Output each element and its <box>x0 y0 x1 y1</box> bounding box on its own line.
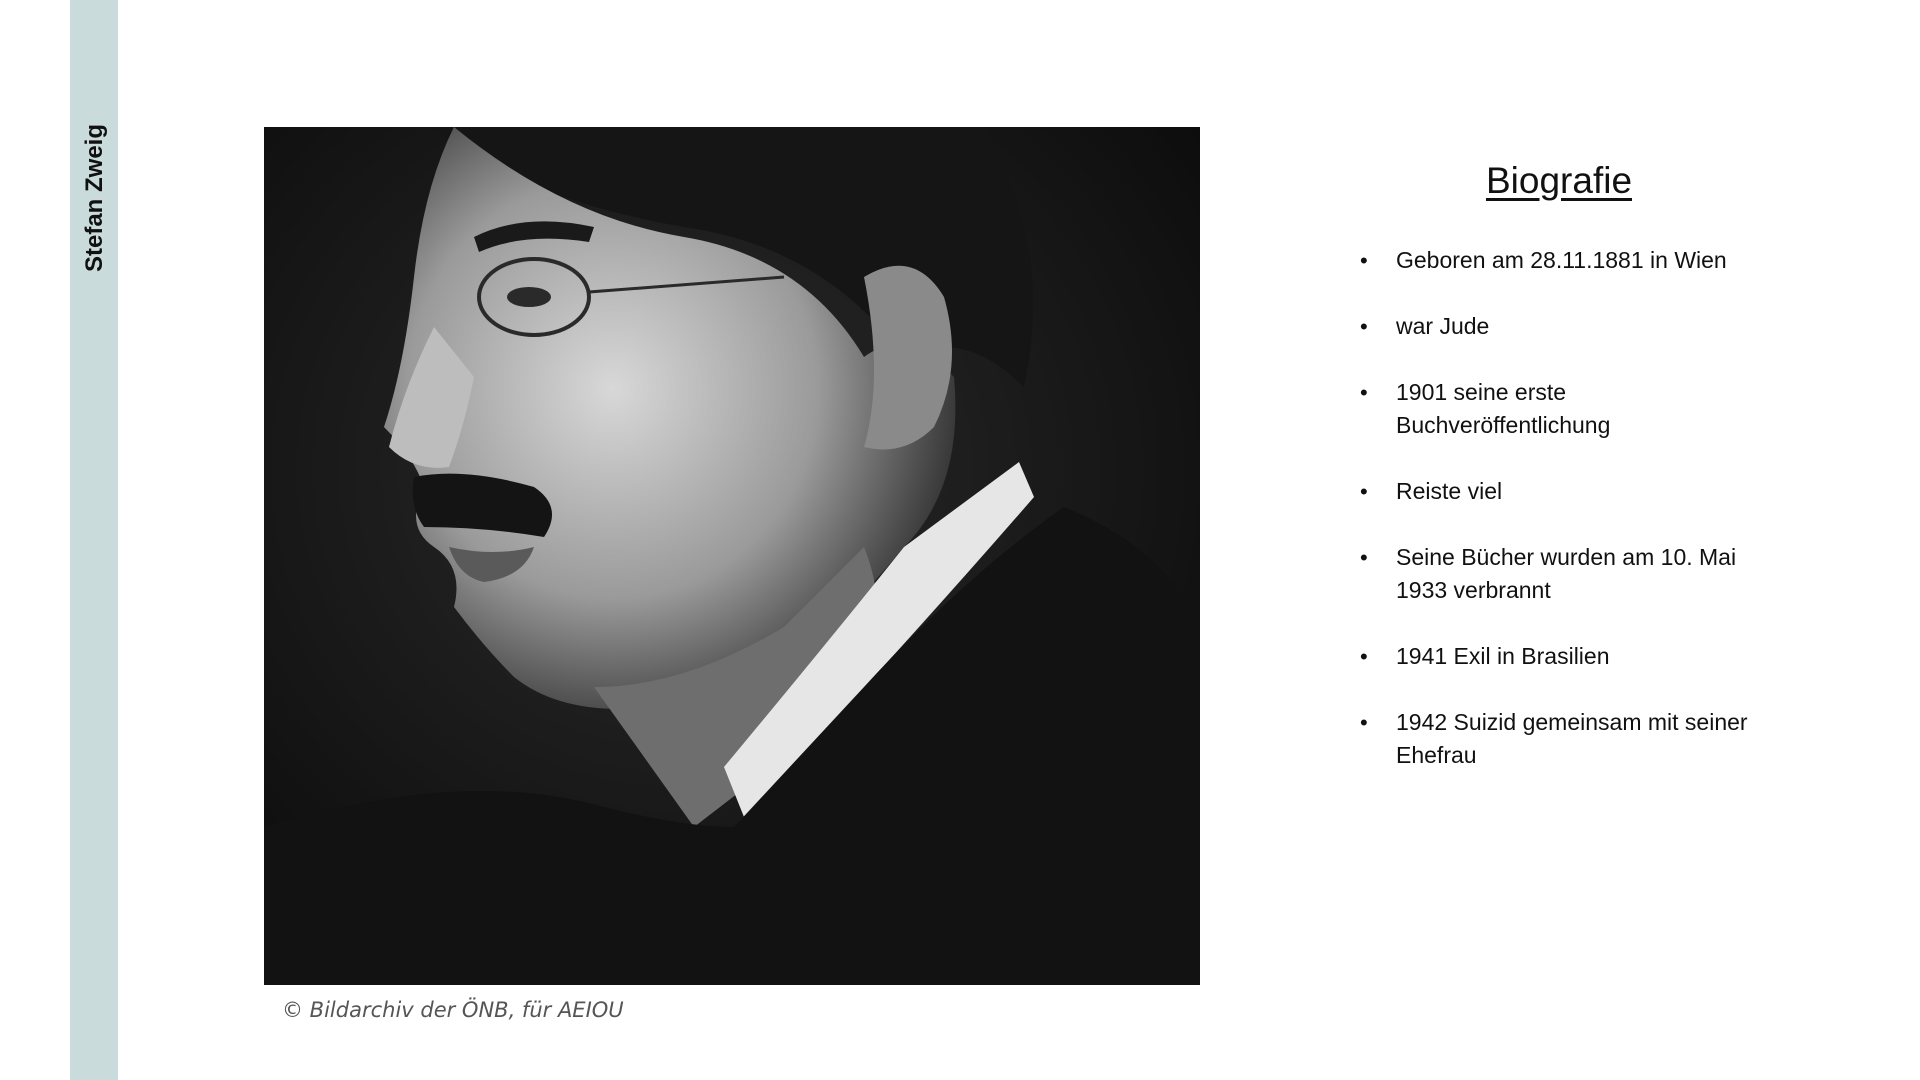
list-item <box>1360 541 1780 607</box>
bullet-icon: • <box>1360 380 1368 405</box>
biography-list <box>1360 244 1780 805</box>
biography-heading: Biografie <box>1485 160 1633 201</box>
list-item <box>1360 706 1780 772</box>
bullet-icon: • <box>1360 710 1368 735</box>
bullet-icon: • <box>1360 314 1368 339</box>
bullet-icon: • <box>1360 644 1368 669</box>
portrait-photo <box>264 127 1200 985</box>
list-item <box>1360 310 1780 343</box>
list-item-text: 1941 Exil in Brasilien <box>1396 643 1610 669</box>
list-item-text: Reiste viel <box>1396 478 1503 504</box>
bullet-icon: • <box>1360 545 1368 570</box>
list-item-text: Seine Bücher wurden am 10. Mai 1933 verbrannt <box>1396 544 1737 603</box>
list-item-text: Geboren am 28.11.1881 in Wien <box>1396 247 1727 273</box>
photo-credit-caption: © Bildarchiv der ÖNB, für AEIOU <box>282 998 624 1022</box>
list-item <box>1360 475 1780 508</box>
list-item-text: 1901 seine erste Buchveröffentlichung <box>1396 379 1611 438</box>
list-item-text: war Jude <box>1396 313 1490 339</box>
bullet-icon: • <box>1360 479 1368 504</box>
slide-side-title: Stefan Zweig <box>81 123 108 273</box>
list-item <box>1360 376 1780 442</box>
list-item <box>1360 640 1780 673</box>
list-item <box>1360 244 1780 277</box>
list-item-text: 1942 Suizid gemeinsam mit seiner Ehefrau <box>1396 709 1748 768</box>
bullet-icon: • <box>1360 248 1368 273</box>
